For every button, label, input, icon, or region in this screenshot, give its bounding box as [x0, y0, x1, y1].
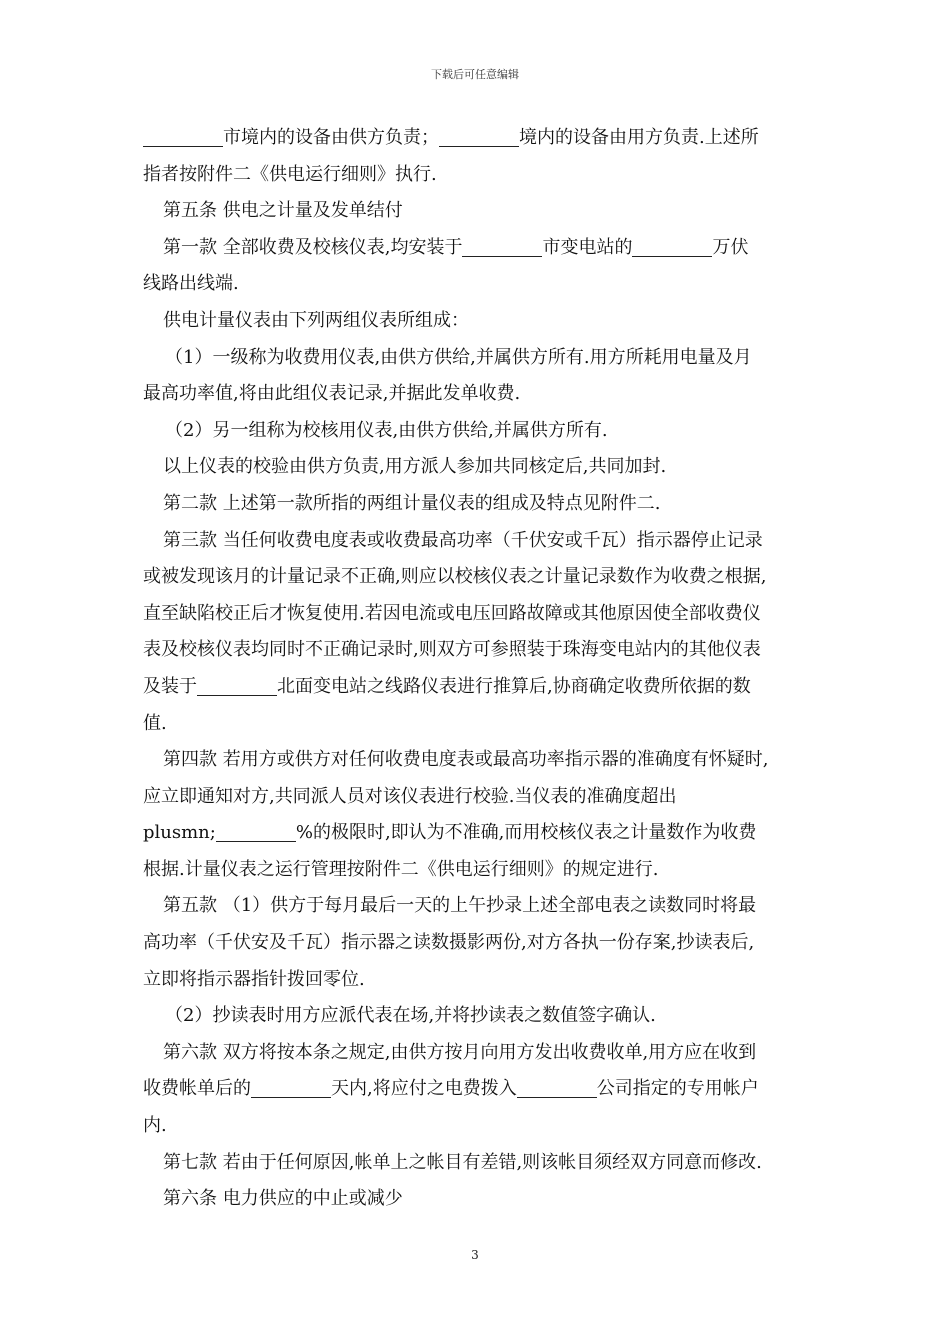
- text-segment: %的极限时,即认为不准确,而用校核仪表之计量数作为收费: [295, 822, 757, 844]
- text-segment: 高功率（千伏安及千瓦）指示器之读数摄影两份,对方各执一份存案,抄读表后,: [143, 932, 755, 954]
- text-line: [143, 303, 811, 340]
- text-line: [143, 669, 811, 706]
- text-segment: 天内,将应付之电费拨入: [331, 1078, 517, 1100]
- text-line: [143, 1071, 811, 1108]
- text-line: [143, 1108, 811, 1145]
- text-line: [143, 962, 811, 999]
- text-segment: 第六条 电力供应的中止或减少: [163, 1188, 403, 1210]
- text-segment: 第六款 双方将按本条之规定,由供方按月向用方发出收费收单,用方应在收到: [163, 1041, 757, 1063]
- text-line: [143, 925, 811, 962]
- fill-in-blank: [216, 821, 296, 842]
- page-number: 3: [471, 1248, 479, 1262]
- text-line: [143, 376, 811, 413]
- text-segment: 第七款 若由于任何原因,帐单上之帐目有差错,则该帐目须经双方同意而修改.: [163, 1151, 762, 1173]
- text-line: [143, 1181, 811, 1218]
- text-line: [143, 340, 811, 377]
- text-segment: 市境内的设备由供方负责；: [223, 127, 439, 148]
- text-segment: （2）另一组称为校核用仪表,由供方供给,并属供方所有.: [165, 419, 608, 441]
- text-segment: 最高功率值,将由此组仪表记录,并据此发单收费.: [143, 383, 521, 405]
- text-segment: 第五款 （1）供方于每月最后一天的上午抄录上述全部电表之读数同时将最: [163, 895, 757, 917]
- text-line: [143, 559, 811, 596]
- text-line: [143, 120, 811, 157]
- text-segment: 市变电站的: [542, 236, 633, 258]
- text-segment: 第三款 当任何收费电度表或收费最高功率（千伏安或千瓦）指示器停止记录: [163, 529, 763, 551]
- text-segment: 立即将指示器指针拨回零位.: [143, 968, 365, 990]
- text-segment: 指者按附件二《供电运行细则》执行.: [143, 163, 437, 185]
- text-line: [143, 230, 811, 267]
- document-body: [143, 120, 811, 1218]
- text-segment: 第一款 全部收费及校核仪表,均安装于: [163, 236, 463, 258]
- text-segment: plusmn;: [143, 822, 216, 844]
- text-segment: 第四款 若用方或供方对任何收费电度表或最高功率指示器的准确度有怀疑时,: [163, 749, 769, 771]
- text-segment: 万伏: [712, 236, 749, 258]
- fill-in-blank: [517, 1077, 597, 1098]
- text-segment: 第二款 上述第一款所指的两组计量仪表的组成及特点见附件二.: [163, 492, 661, 514]
- text-line: [143, 1035, 811, 1072]
- fill-in-blank: [143, 126, 223, 147]
- text-segment: 表及校核仪表均同时不正确记录时,则双方可参照装于珠海变电站内的其他仪表: [143, 639, 761, 661]
- text-segment: 境内的设备由用方负责.上述所: [519, 127, 759, 148]
- text-segment: 及装于: [143, 675, 197, 697]
- text-line: [143, 596, 811, 633]
- text-line: [143, 1145, 811, 1182]
- fill-in-blank: [439, 126, 519, 147]
- text-line: [143, 815, 811, 852]
- text-line: [143, 742, 811, 779]
- text-segment: 收费帐单后的: [143, 1078, 251, 1100]
- text-segment: 根据.计量仪表之运行管理按附件二《供电运行细则》的规定进行.: [143, 858, 659, 880]
- text-line: [143, 486, 811, 523]
- text-line: [143, 266, 811, 303]
- text-line: [143, 449, 811, 486]
- fill-in-blank: [251, 1077, 331, 1098]
- text-segment: 北面变电站之线路仪表进行推算后,协商确定收费所依据的数: [277, 675, 751, 697]
- text-segment: （1）一级称为收费用仪表,由供方供给,并属供方所有.用方所耗用电量及月: [165, 346, 752, 368]
- fill-in-blank: [632, 236, 712, 257]
- text-segment: 线路出线端.: [143, 273, 239, 295]
- fill-in-blank: [462, 236, 542, 257]
- text-segment: 值.: [143, 712, 167, 734]
- text-line: [143, 852, 811, 889]
- text-line: [143, 632, 811, 669]
- text-line: [143, 193, 811, 230]
- text-line: [143, 779, 811, 816]
- text-line: [143, 413, 811, 450]
- text-line: [143, 157, 811, 194]
- text-segment: 或被发现该月的计量记录不正确,则应以校核仪表之计量记录数作为收费之根据,: [143, 566, 767, 588]
- text-line: [143, 888, 811, 925]
- text-segment: 直至缺陷校正后才恢复使用.若因电流或电压回路故障或其他原因使全部收费仪: [143, 602, 761, 624]
- text-line: [143, 998, 811, 1035]
- text-segment: 第五条 供电之计量及发单结付: [163, 200, 403, 222]
- text-segment: 公司指定的专用帐户: [596, 1078, 759, 1100]
- text-line: [143, 706, 811, 743]
- text-line: [143, 523, 811, 560]
- text-segment: 内.: [143, 1115, 167, 1137]
- text-segment: 供电计量仪表由下列两组仪表所组成：: [163, 309, 469, 331]
- page-header: 下载后可任意编辑: [431, 68, 519, 81]
- fill-in-blank: [197, 675, 277, 696]
- text-segment: （2）抄读表时用方应派代表在场,并将抄读表之数值签字确认.: [165, 1005, 656, 1027]
- text-segment: 以上仪表的校验由供方负责,用方派人参加共同核定后,共同加封.: [163, 456, 667, 478]
- text-segment: 应立即通知对方,共同派人员对该仪表进行校验.当仪表的准确度超出: [143, 785, 677, 807]
